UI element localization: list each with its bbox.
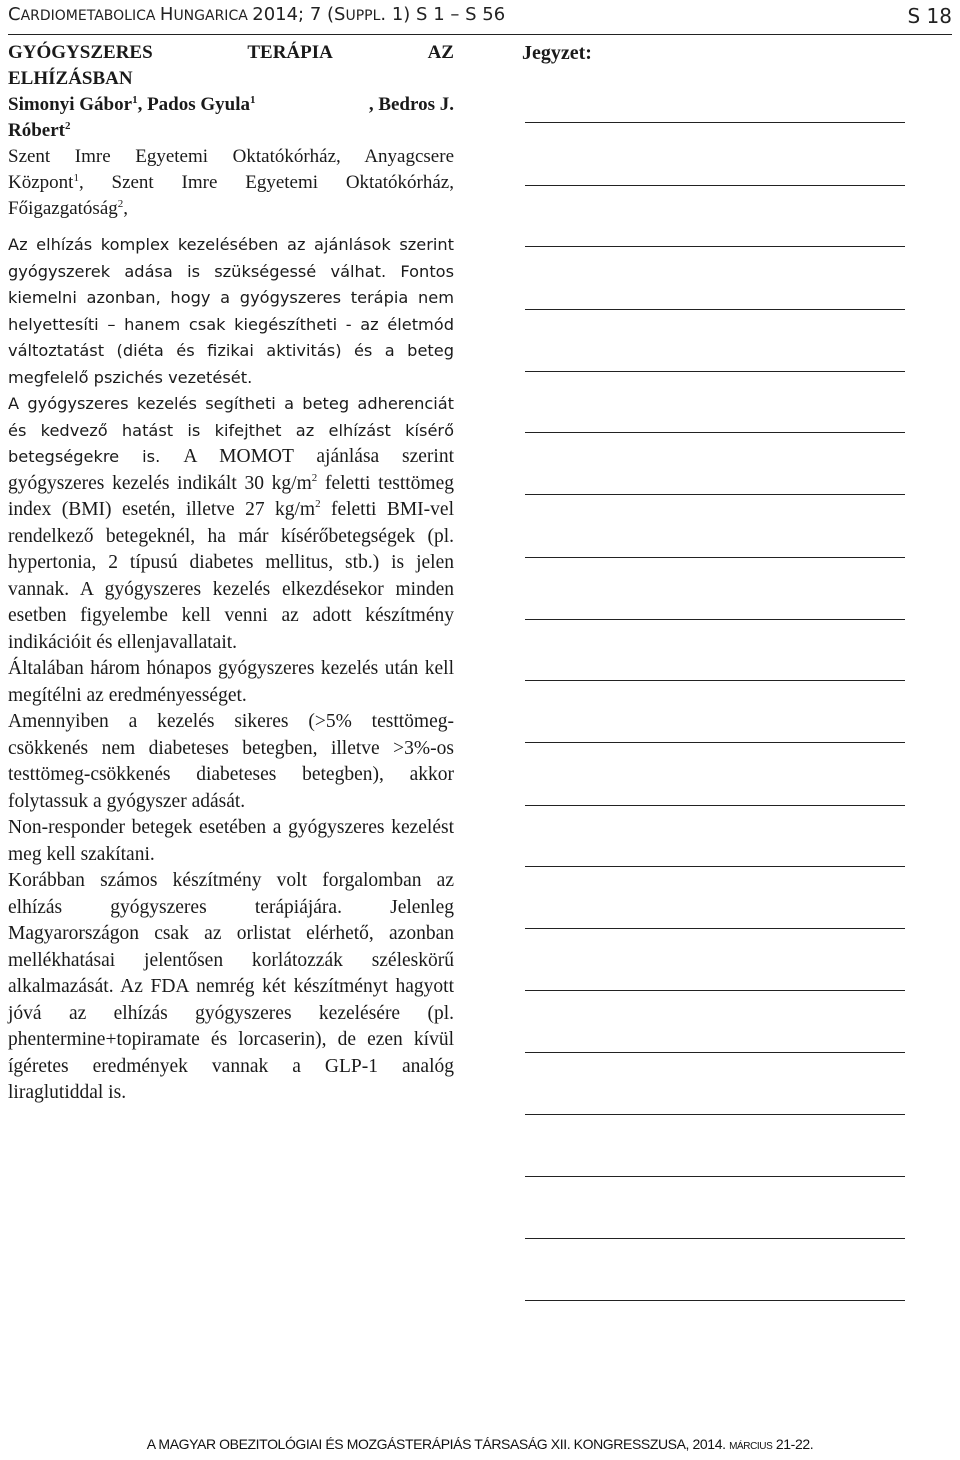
note-line bbox=[525, 371, 905, 372]
notes-label: Jegyzet: bbox=[522, 42, 592, 64]
note-line bbox=[525, 432, 905, 433]
title-word-2: TERÁPIA bbox=[247, 42, 333, 63]
author-list bbox=[8, 92, 454, 144]
affiliation-1: Szent Imre Egyetemi Oktatókórház, Anyagcsere Központ bbox=[8, 146, 454, 193]
abstract-column bbox=[8, 40, 454, 1107]
note-line bbox=[525, 1300, 905, 1301]
author-1-affiliation: 1 bbox=[132, 94, 138, 106]
affiliation-2-marker: 2 bbox=[117, 198, 124, 210]
note-line bbox=[525, 1052, 905, 1053]
note-line bbox=[525, 990, 905, 991]
running-header bbox=[8, 0, 952, 35]
note-line bbox=[525, 1176, 905, 1177]
note-line bbox=[525, 1114, 905, 1115]
p3-superscript-2: 2 bbox=[315, 498, 321, 510]
author-3-affiliation: 2 bbox=[64, 120, 71, 132]
abstract-paragraph-4: Általában három hónapos gyógyszeres kezelés után kell megítélni az eredményességet. bbox=[8, 658, 454, 706]
note-line bbox=[525, 742, 905, 743]
abstract-paragraph-2-text: A gyógyszeres kezelés segítheti a beteg adherenciát és kedvező hatást is kifejthet az elhízást kísérő betegségekre is. bbox=[8, 394, 454, 466]
author-2: , Pados Gyula bbox=[137, 94, 251, 115]
note-line bbox=[525, 680, 905, 681]
page-number: S 18 bbox=[907, 4, 952, 28]
note-line bbox=[525, 557, 905, 558]
abstract-paragraph-3-text bbox=[8, 446, 454, 653]
title-word-1: GYÓGYSZERES bbox=[8, 42, 153, 63]
note-line bbox=[525, 928, 905, 929]
article-title-line1 bbox=[8, 40, 454, 66]
running-footer bbox=[0, 1436, 960, 1452]
journal-initial-c: C bbox=[8, 4, 21, 25]
journal-pages: . 1) S 1 – S 56 bbox=[380, 4, 506, 25]
journal-name-part2: UNGARICA bbox=[173, 8, 253, 24]
note-line bbox=[525, 309, 905, 310]
abstract-body bbox=[8, 232, 454, 1107]
p3-superscript-1: 2 bbox=[311, 471, 318, 484]
journal-year: 2014; 7 (S bbox=[252, 4, 346, 25]
author-3: Róbert bbox=[8, 120, 65, 141]
footer-month: MÁRCIUS bbox=[729, 1441, 773, 1452]
note-line bbox=[525, 1238, 905, 1239]
note-line bbox=[525, 866, 905, 867]
note-line bbox=[525, 122, 905, 123]
author-3-initial: , Bedros J. bbox=[368, 94, 454, 115]
note-line bbox=[525, 185, 905, 186]
p3-part-b: feletti testtömeg index (BMI) esetén, illetve 27 kg/m bbox=[8, 472, 454, 520]
p3-part-c: feletti BMI-vel rendelkező betegeknél, ha már kísérőbetegségek (pl. hypertonia, 2 típusú diabetes mellitus, stb.) is jelen vannak. A gyógyszeres kezelés elkezdésekor minden esetben figyelembe kell venni az adott készítmény indikációit és ellenjavallatait. bbox=[8, 499, 454, 653]
abstract-paragraph-2-3 bbox=[8, 391, 454, 656]
journal-citation bbox=[8, 4, 505, 25]
article-title-line2: ELHÍZÁSBAN bbox=[8, 68, 133, 89]
author-2-affiliation: 1 bbox=[250, 94, 256, 106]
note-line bbox=[525, 246, 905, 247]
title-word-3: AZ bbox=[427, 42, 454, 63]
affiliations bbox=[8, 144, 454, 222]
footer-days: 21-22. bbox=[775, 1436, 814, 1452]
affiliation-end: , bbox=[123, 198, 129, 219]
p3-part-a: A MOMOT ajánlása szerint gyógyszeres kezelés indikált 30 kg/m bbox=[8, 446, 454, 494]
abstract-paragraph-7: Korábban számos készítmény volt forgalomban az elhízás gyógyszeres terápiájára. Jelenleg Magyarországon csak az orlistat elérhető, azonban mellékhatásai jelentősen korlátozzák széleskörű alkalmazását. Az FDA nemrég két készítményt hagyott jóvá az elhízás gyógyszeres kezelésére (pl. phentermine+topiramate és lorcaserin), de ezen kívül ígéretes eredmények vannak a GLP-1 analóg liraglutiddal is. bbox=[8, 870, 454, 1103]
author-1: Simonyi Gábor bbox=[8, 94, 133, 115]
note-line bbox=[525, 619, 905, 620]
abstract-paragraph-5: Amennyiben a kezelés sikeres (>5% testtömeg-csökkenés nem diabeteses betegben, illetve >3%-os testtömeg-csökkenés diabeteses betegben), akkor folytassuk a gyógyszer adását. bbox=[8, 711, 454, 812]
abstract-paragraph-6: Non-responder betegek esetében a gyógyszeres kezelést meg kell szakítani. bbox=[8, 817, 454, 865]
journal-name-part1: ARDIOMETABOLICA bbox=[20, 8, 160, 24]
journal-initial-h: H bbox=[159, 4, 174, 25]
note-line bbox=[525, 494, 905, 495]
abstract-paragraph-1: Az elhízás komplex kezelésében az ajánlások szerint gyógyszerek adása is szükségessé válhat. Fontos kiemelni azonban, hogy a gyógyszeres terápia nem helyettesíti – hanem csak kiegészítheti - az életmód változtatást (diéta és fizikai aktivitás) és a beteg megfelelő pszichés vezetését. bbox=[8, 235, 454, 387]
affiliation-2: , Szent Imre Egyetemi Oktatókórház, Főigazgatóság bbox=[8, 172, 454, 219]
note-line bbox=[525, 805, 905, 806]
footer-congress: A MAGYAR OBEZITOLÓGIAI ÉS MOZGÁSTERÁPIÁS TÁRSASÁG XII. KONGRESSZUSA, 2014. bbox=[146, 1436, 726, 1452]
notes-column bbox=[522, 40, 906, 66]
affiliation-1-marker: 1 bbox=[73, 172, 79, 184]
journal-suppl: UPPL bbox=[345, 8, 381, 24]
